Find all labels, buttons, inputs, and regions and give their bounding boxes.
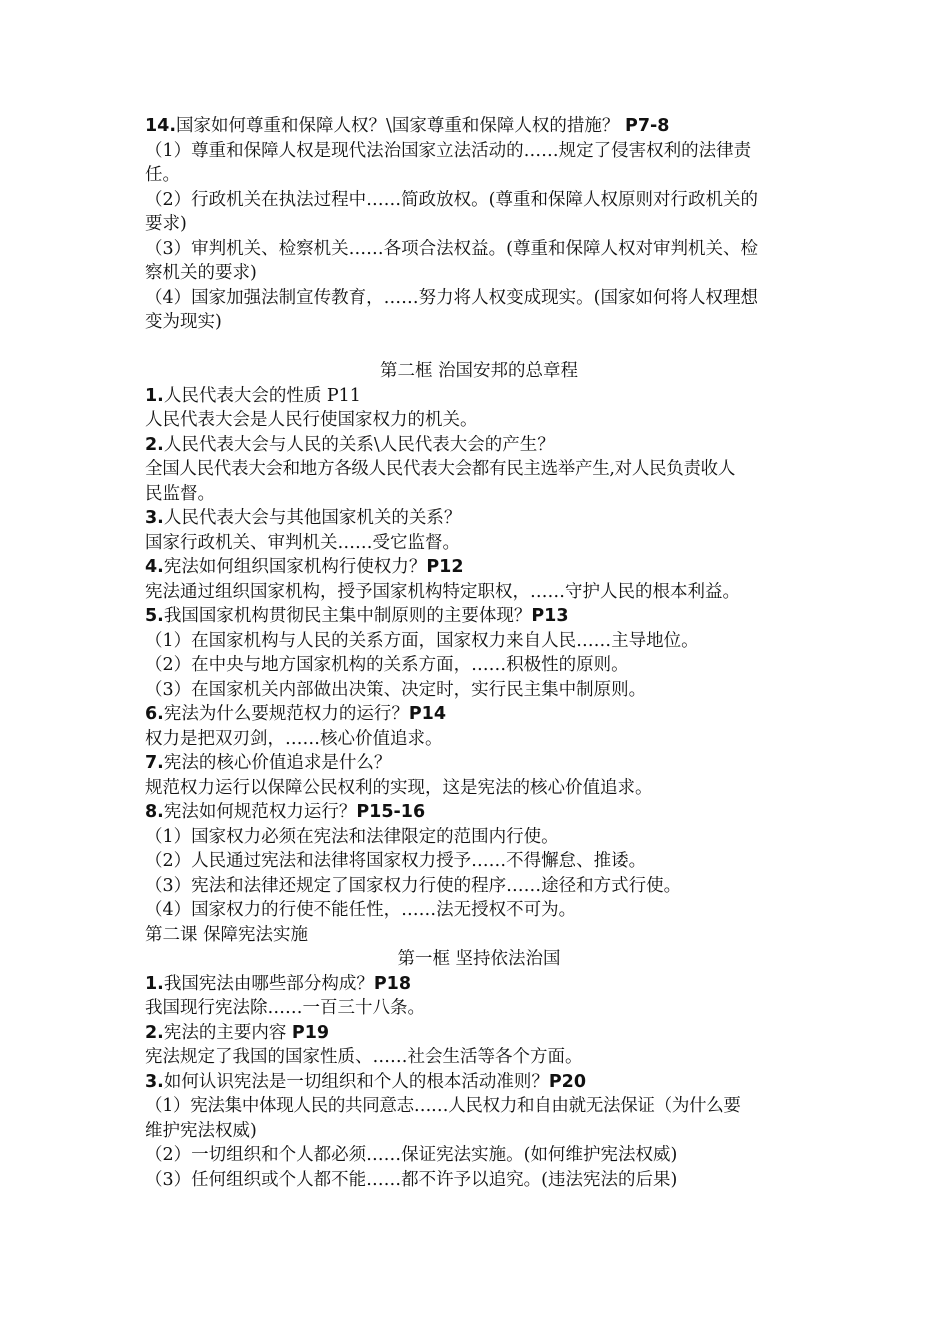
answer-line: 全国人民代表大会和地方各级人民代表大会都有民主选举产生,对人民负责收人 — [145, 459, 736, 479]
answer-line: （2）在中央与地方国家机构的关系方面，……积极性的原则。 — [145, 655, 629, 675]
answer-line: 变为现实) — [145, 312, 222, 332]
answer-line: （1）国家权力必须在宪法和法律限定的范围内行使。 — [145, 826, 559, 847]
answer-line: （3）在国家机关内部做出决策、决定时，实行民主集中制原则。 — [145, 679, 647, 700]
answer-line: 任。 — [145, 165, 180, 185]
question-heading: 3.人民代表大会与其他国家机关的关系？ — [145, 508, 462, 528]
question-heading: 8.宪法如何规范权力运行？P15-16 — [145, 802, 426, 822]
answer-line: （2）行政机关在执法过程中……简政放权。(尊重和保障人权原则对行政机关的 — [145, 189, 758, 210]
question-heading: 5.我国国家机构贯彻民主集中制原则的主要体现？P13 — [145, 606, 569, 626]
answer-line: （3）审判机关、检察机关……各项合法权益。(尊重和保障人权对审判机关、检 — [145, 238, 758, 259]
answer-line: 宪法通过组织国家机构，授予国家机构特定职权，……守护人民的根本利益。 — [145, 581, 740, 602]
answer-line: （2）人民通过宪法和法律将国家权力授予……不得懈怠、推诿。 — [145, 851, 647, 871]
answer-line: 规范权力运行以保障公民权利的实现，这是宪法的核心价值追求。 — [145, 777, 653, 798]
answer-line: 宪法规定了我国的国家性质、……社会生活等各个方面。 — [145, 1047, 583, 1067]
answer-line: 国家行政机关、审判机关……受它监督。 — [145, 532, 460, 553]
document-body — [145, 114, 813, 1192]
section-title: 第二框 治国安邦的总章程 — [379, 361, 579, 381]
answer-line: （2）一切组织和个人都必须……保证宪法实施。(如何维护宪法权威) — [145, 1145, 678, 1165]
answer-line: （4）国家权力的行使不能任性，……法无授权不可为。 — [145, 900, 577, 920]
question-heading: 14.国家如何尊重和保障人权？\国家尊重和保障人权的措施？ P7-8 — [145, 116, 670, 136]
answer-line: 民监督。 — [145, 483, 215, 504]
answer-line: （1）宪法集中体现人民的共同意志……人民权力和自由就无法保证（为什么要 — [145, 1096, 741, 1116]
spacer — [145, 335, 813, 360]
question-heading: 7.宪法的核心价值追求是什么？ — [145, 753, 392, 773]
answer-line: （3）任何组织或个人都不能……都不许予以追究。(违法宪法的后果) — [145, 1169, 678, 1190]
question-heading: 6.宪法为什么要规范权力的运行？P14 — [145, 704, 447, 724]
answer-line: 人民代表大会是人民行使国家权力的机关。 — [145, 410, 478, 430]
question-heading: 2.人民代表大会与人民的关系\人民代表大会的产生？ — [145, 434, 555, 455]
question-heading: 1.人民代表大会的性质 P11 — [145, 385, 361, 406]
answer-line: 我国现行宪法除……一百三十八条。 — [145, 998, 425, 1018]
section-title: 第一框 坚持依法治国 — [397, 949, 561, 969]
question-heading: 4.宪法如何组织国家机构行使权力？P12 — [145, 557, 464, 577]
question-heading: 3.如何认识宪法是一切组织和个人的根本活动准则？P20 — [145, 1071, 587, 1092]
answer-line: 维护宪法权威) — [145, 1120, 257, 1141]
question-heading: 1.我国宪法由哪些部分构成？P18 — [145, 973, 412, 994]
answer-line: 察机关的要求) — [145, 263, 257, 283]
lesson-title: 第二课 保障宪法实施 — [145, 924, 309, 945]
answer-line: （4）国家加强法制宣传教育，……努力将人权变成现实。(国家如何将人权理想 — [145, 287, 758, 308]
answer-line: （3）宪法和法律还规定了国家权力行使的程序……途径和方式行使。 — [145, 875, 682, 896]
answer-line: （1）在国家机构与人民的关系方面，国家权力来自人民……主导地位。 — [145, 630, 699, 651]
answer-line: 要求) — [145, 214, 187, 234]
answer-line: 权力是把双刃剑，……核心价值追求。 — [145, 728, 443, 749]
answer-line: （1）尊重和保障人权是现代法治国家立法活动的……规定了侵害权利的法律责 — [145, 140, 752, 161]
question-heading: 2.宪法的主要内容 P19 — [145, 1022, 330, 1043]
